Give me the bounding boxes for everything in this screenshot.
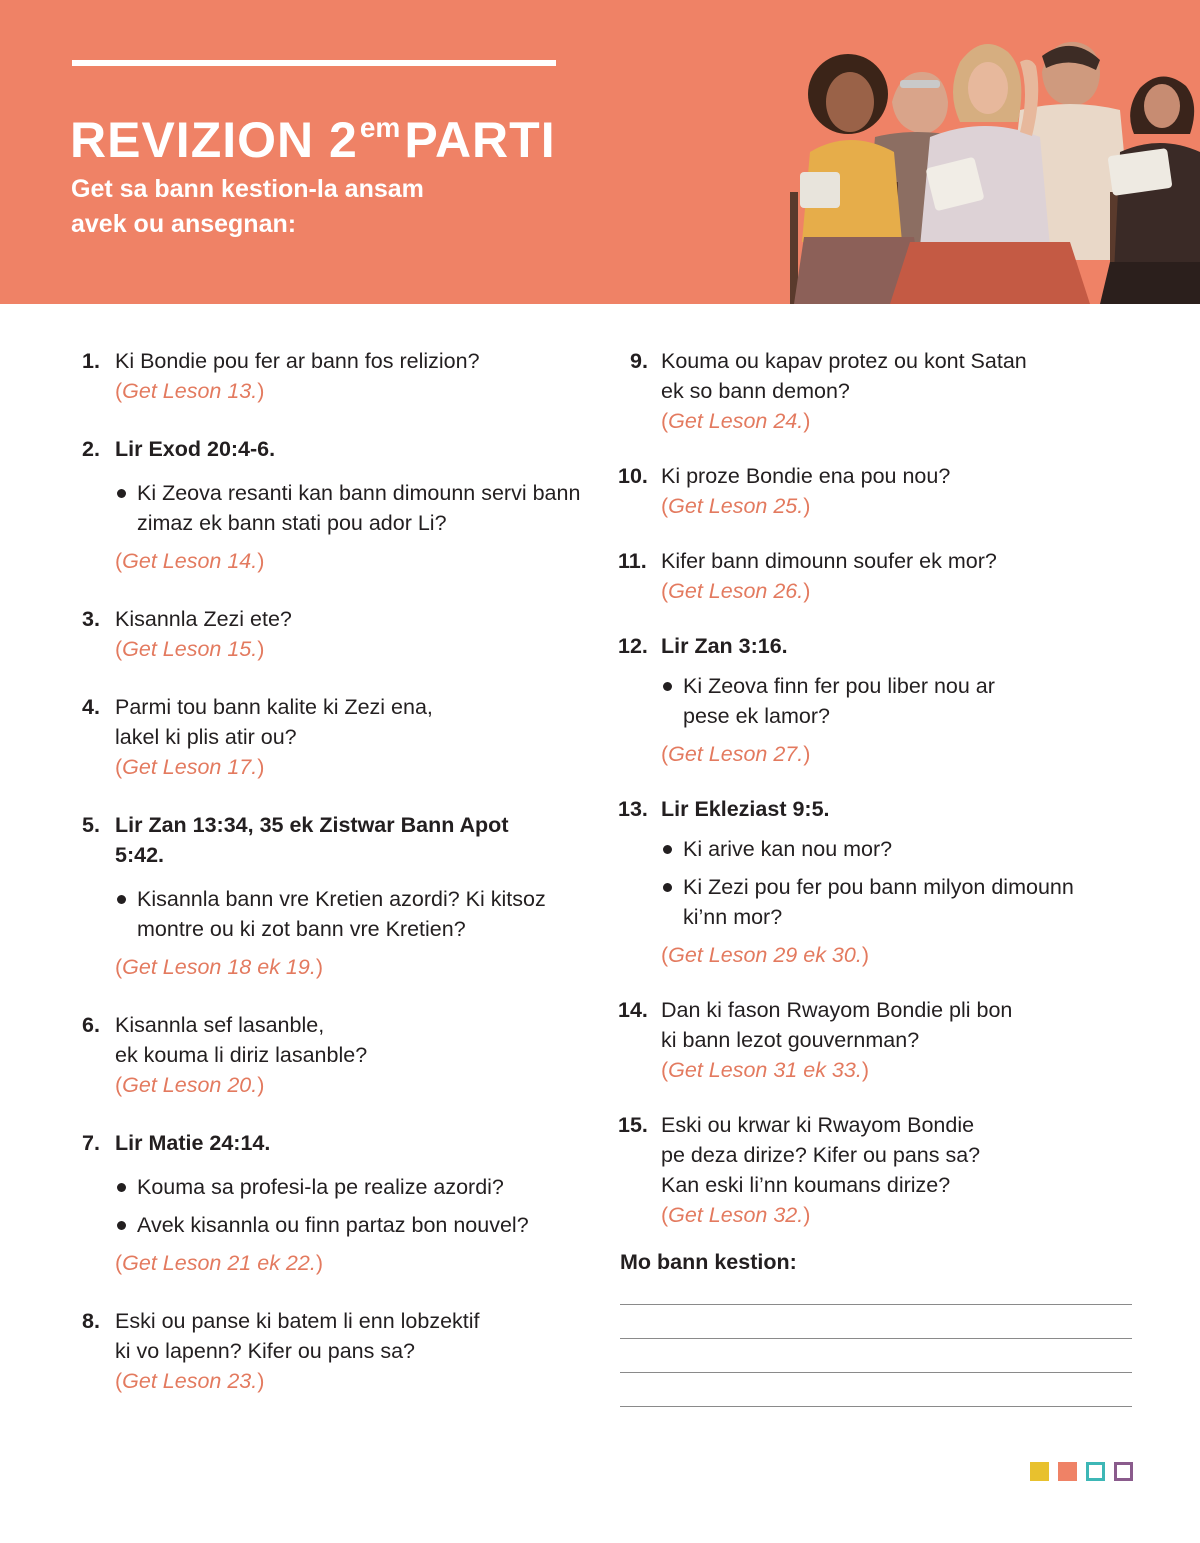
question-number: 3. — [82, 607, 100, 631]
people-seated-illustration — [780, 32, 1200, 304]
lesson-reference: (Get Leson 27.) — [661, 742, 811, 766]
progress-square-filled — [1030, 1462, 1049, 1481]
question-3 — [82, 604, 582, 664]
question-text: Dan ki fason Rwayom Bondie pli bon — [661, 998, 1013, 1022]
lesson-reference: (Get Leson 17.) — [115, 755, 265, 779]
question-text: lakel ki plis atir ou? — [115, 725, 297, 749]
page-subtitle: Get sa bann kestion-la ansam avek ou ansegnan: — [71, 175, 424, 238]
page-title: REVIZION $2^{em}PARTI$ — [70, 112, 556, 168]
header-rule — [72, 60, 556, 66]
question-number: 15. — [618, 1113, 648, 1137]
question-6 — [82, 1010, 582, 1100]
bullet-list — [115, 884, 582, 944]
question-text: Lir Exod 20:4-6. — [115, 437, 276, 461]
question-text: Kisannla sef lasanble, — [115, 1013, 325, 1037]
bullet-list — [115, 478, 582, 538]
question-text: Kifer bann dimounn soufer ek mor? — [661, 549, 997, 573]
bullet-item: Kisannla bann vre Kretien azordi? Ki kitsoz montre ou ki zot bann vre Kretien? — [115, 884, 582, 944]
question-text: Kan eski li’nn koumans dirize? — [661, 1173, 951, 1197]
writing-line-1[interactable] — [620, 1304, 1132, 1305]
lesson-reference: (Get Leson 15.) — [115, 637, 265, 661]
writing-line-2[interactable] — [620, 1338, 1132, 1339]
bullet-list — [661, 834, 1148, 932]
progress-square-empty — [1086, 1462, 1105, 1481]
questions-right-column — [618, 346, 1148, 1230]
lesson-reference: (Get Leson 14.) — [115, 549, 265, 573]
lesson-reference: (Get Leson 26.) — [661, 579, 811, 603]
question-number: 9. — [630, 349, 648, 373]
bullet-item: Kouma sa profesi-la pe realize azordi? — [115, 1172, 582, 1202]
question-text: ki bann lezot gouvernman? — [661, 1028, 920, 1052]
bullet-item: Ki Zeova finn fer pou liber nou ar pese ek lamor? — [661, 671, 1001, 731]
question-text: Lir Ekleziast 9:5. — [661, 797, 830, 821]
question-8 — [82, 1306, 582, 1396]
question-number: 11. — [618, 549, 647, 573]
question-number: 10. — [618, 464, 648, 488]
question-12 — [618, 631, 1148, 769]
question-text: Ki proze Bondie ena pou nou? — [661, 464, 951, 488]
lesson-reference: (Get Leson 21 ek 22.) — [115, 1251, 323, 1275]
question-text: Lir Zan 3:16. — [661, 634, 788, 658]
question-2 — [82, 434, 582, 576]
question-text: Kouma ou kapav protez ou kont Satan — [661, 349, 1027, 373]
question-number: 14. — [618, 998, 648, 1022]
lesson-reference: (Get Leson 24.) — [661, 409, 811, 433]
bullet-item: Ki Zeova resanti kan bann dimounn servi bann zimaz ek bann stati pou ador Li? — [115, 478, 582, 538]
question-number: 1. — [82, 349, 100, 373]
question-5 — [82, 810, 582, 982]
question-text: Ki Bondie pou fer ar bann fos relizion? — [115, 349, 480, 373]
question-number: 2. — [82, 437, 100, 461]
question-text: Eski ou krwar ki Rwayom Bondie — [661, 1113, 975, 1137]
question-text: pe deza dirize? Kifer ou pans sa? — [661, 1143, 981, 1167]
question-10 — [618, 461, 1148, 521]
question-13 — [618, 794, 1148, 970]
question-number: 12. — [618, 634, 648, 658]
lesson-reference: (Get Leson 29 ek 30.) — [661, 943, 869, 967]
bullet-list — [115, 1172, 582, 1240]
question-7 — [82, 1128, 582, 1278]
questions-left-column — [82, 346, 582, 1396]
question-text: 5:42. — [115, 843, 165, 867]
lesson-reference: (Get Leson 18 ek 19.) — [115, 955, 323, 979]
writing-line-4[interactable] — [620, 1406, 1132, 1407]
bullet-item: Avek kisannla ou finn partaz bon nouvel? — [115, 1210, 582, 1240]
bullet-item: Ki arive kan nou mor? — [661, 834, 1148, 864]
question-14 — [618, 995, 1148, 1085]
my-questions-label: Mo bann kestion: — [620, 1250, 797, 1274]
question-text: Lir Matie 24:14. — [115, 1131, 271, 1155]
question-15 — [618, 1110, 1148, 1230]
lesson-reference: (Get Leson 20.) — [115, 1073, 265, 1097]
question-text: Lir Zan 13:34, 35 ek Zistwar Bann Apot — [115, 813, 509, 837]
question-9 — [618, 346, 1148, 436]
question-11 — [618, 546, 1148, 606]
question-text: ek so bann demon? — [661, 379, 850, 403]
question-text: ek kouma li diriz lasanble? — [115, 1043, 368, 1067]
question-text: Eski ou panse ki batem li enn lobzektif — [115, 1309, 480, 1333]
question-text: Parmi tou bann kalite ki Zezi ena, — [115, 695, 433, 719]
question-number: 13. — [618, 797, 648, 821]
question-1 — [82, 346, 582, 406]
question-number: 4. — [82, 695, 100, 719]
progress-square-empty — [1114, 1462, 1133, 1481]
lesson-reference: (Get Leson 25.) — [661, 494, 811, 518]
lesson-reference: (Get Leson 31 ek 33.) — [661, 1058, 869, 1082]
writing-line-3[interactable] — [620, 1372, 1132, 1373]
bullet-list — [661, 671, 1148, 731]
question-number: 6. — [82, 1013, 100, 1037]
question-number: 8. — [82, 1309, 100, 1333]
header-banner — [0, 0, 1200, 304]
lesson-reference: (Get Leson 32.) — [661, 1203, 811, 1227]
question-number: 7. — [82, 1131, 100, 1155]
question-4 — [82, 692, 582, 782]
bullet-item: Ki Zezi pou fer pou bann milyon dimounn ki’nn mor? — [661, 872, 1111, 932]
lesson-reference: (Get Leson 13.) — [115, 379, 265, 403]
question-text: Kisannla Zezi ete? — [115, 607, 292, 631]
progress-square-filled — [1058, 1462, 1077, 1481]
question-number: 5. — [82, 813, 100, 837]
question-text: ki vo lapenn? Kifer ou pans sa? — [115, 1339, 416, 1363]
lesson-reference: (Get Leson 23.) — [115, 1369, 265, 1393]
